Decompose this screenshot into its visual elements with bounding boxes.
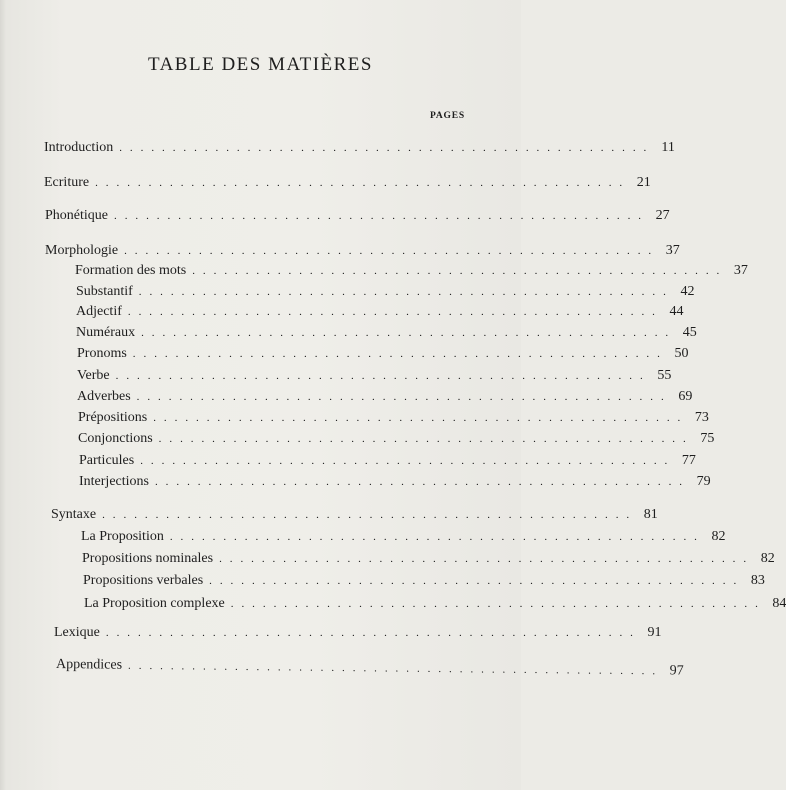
toc-entry-phonetique: [45, 208, 670, 224]
toc-entry-label: Formation des mots: [75, 263, 187, 278]
toc-entry-label: La Proposition complexe: [84, 596, 225, 611]
toc-leader: . . . . . . . . . . . . . . . . . . . . . . . . . . . . . . . . . . . . . . . . . . . . . . . . . .: [169, 531, 700, 543]
toc-entry-page: 37: [665, 243, 680, 258]
toc-entry-label: Pronoms: [77, 346, 127, 361]
toc-entry-adjectif: [76, 304, 684, 320]
toc-entry-page: 91: [647, 625, 662, 640]
toc-entry-page: 55: [657, 368, 672, 383]
toc-entry-prepositions: [78, 410, 709, 426]
toc-leader: . . . . . . . . . . . . . . . . . . . . . . . . . . . . . . . . . . . . . . . . . . . . . . . . . .: [192, 265, 722, 277]
toc-entry-label: Propositions verbales: [83, 573, 204, 588]
toc-entry-page: 50: [674, 346, 689, 361]
toc-leader: . . . . . . . . . . . . . . . . . . . . . . . . . . . . . . . . . . . . . . . . . . . . . . . . . .: [154, 476, 685, 488]
toc-entry-ecriture: [44, 175, 651, 191]
toc-entry-introduction: [44, 140, 675, 156]
toc-entry-label: Particules: [79, 453, 135, 468]
toc-entry-particules: [79, 453, 696, 469]
toc-entry-page: 69: [678, 389, 693, 404]
toc-entry-page: 77: [681, 453, 696, 468]
toc-leader: . . . . . . . . . . . . . . . . . . . . . . . . . . . . . . . . . . . . . . . . . . . . . . . . . .: [124, 245, 654, 257]
toc-leader: . . . . . . . . . . . . . . . . . . . . . . . . . . . . . . . . . . . . . . . . . . . . . . . . . .: [138, 286, 669, 298]
toc-entry-adverbes: [77, 389, 693, 405]
toc-entry-pronoms: [77, 346, 689, 362]
pages-column-header: PAGES: [430, 111, 465, 121]
toc-entry-page: 81: [643, 507, 658, 522]
toc-entry-label: Propositions nominales: [82, 551, 214, 566]
toc-leader: . . . . . . . . . . . . . . . . . . . . . . . . . . . . . . . . . . . . . . . . . . . . . . . . . .: [230, 598, 761, 610]
toc-entry-la-proposition-complexe: [84, 596, 786, 612]
toc-entry-morphologie: [45, 243, 680, 259]
toc-entry-label: Phonétique: [45, 208, 108, 223]
toc-entry-page: 44: [669, 304, 684, 319]
page-title: TABLE DES MATIÈRES: [148, 54, 373, 75]
toc-entry-substantif: [76, 284, 695, 300]
toc-entry-page: 45: [682, 325, 697, 340]
toc-leader: . . . . . . . . . . . . . . . . . . . . . . . . . . . . . . . . . . . . . . . . . . . . . . . . . .: [132, 348, 663, 360]
toc-entry-page: 21: [636, 175, 651, 190]
toc-leader: . . . . . . . . . . . . . . . . . . . . . . . . . . . . . . . . . . . . . . . . . . . . . . . . . .: [209, 575, 739, 587]
toc-leader: . . . . . . . . . . . . . . . . . . . . . . . . . . . . . . . . . . . . . . . . . . . . . . . . . .: [114, 210, 644, 222]
toc-entry-page: 82: [760, 551, 775, 566]
toc-entry-page: 42: [680, 284, 695, 299]
toc-entry-label: Interjections: [79, 474, 149, 489]
toc-entry-propositions-verbales: [83, 573, 765, 589]
toc-leader: . . . . . . . . . . . . . . . . . . . . . . . . . . . . . . . . . . . . . . . . . . . . . . . . . .: [95, 177, 625, 189]
toc-entry-label: Morphologie: [45, 243, 119, 258]
toc-entry-page: 79: [696, 474, 711, 489]
toc-entry-label: Adverbes: [77, 389, 131, 404]
toc-entry-syntaxe: [51, 507, 658, 523]
toc-leader: . . . . . . . . . . . . . . . . . . . . . . . . . . . . . . . . . . . . . . . . . . . . . . . . . .: [105, 627, 636, 639]
toc-entry-interjections: [79, 474, 711, 490]
toc-entry-label: Prépositions: [78, 410, 148, 425]
toc-entry-numeraux: [76, 325, 697, 341]
toc-leader: . . . . . . . . . . . . . . . . . . . . . . . . . . . . . . . . . . . . . . . . . . . . . . . . . .: [158, 433, 689, 445]
toc-leader: . . . . . . . . . . . . . . . . . . . . . . . . . . . . . . . . . . . . . . . . . . . . . . . . . .: [141, 327, 671, 339]
toc-leader: . . . . . . . . . . . . . . . . . . . . . . . . . . . . . . . . . . . . . . . . . . . . . . . . . .: [153, 412, 683, 424]
toc-entry-propositions-nominales: [82, 551, 775, 567]
toc-entry-page: 73: [694, 410, 709, 425]
toc-leader: . . . . . . . . . . . . . . . . . . . . . . . . . . . . . . . . . . . . . . . . . . . . . . . . . .: [128, 659, 658, 678]
toc-entry-verbe: [77, 368, 672, 384]
toc-entry-label: Substantif: [76, 284, 133, 299]
toc-entry-formation-des-mots: [75, 263, 748, 279]
toc-leader: . . . . . . . . . . . . . . . . . . . . . . . . . . . . . . . . . . . . . . . . . . . . . . . . . .: [127, 306, 658, 318]
toc-entry-label: Appendices: [55, 657, 123, 673]
toc-entry-label: Ecriture: [44, 175, 90, 190]
toc-entry-label: Syntaxe: [51, 507, 97, 522]
page-fold-shadow: [0, 0, 6, 790]
toc-leader: . . . . . . . . . . . . . . . . . . . . . . . . . . . . . . . . . . . . . . . . . . . . . . . . . .: [115, 370, 646, 382]
toc-entry-conjonctions: [78, 431, 715, 447]
toc-entry-label: Verbe: [77, 368, 110, 383]
toc-entry-page: 83: [750, 573, 765, 588]
toc-entry-label: Conjonctions: [78, 431, 153, 446]
toc-entry-appendices: [55, 657, 684, 679]
toc-entry-label: La Proposition: [81, 529, 164, 544]
toc-entry-label: Numéraux: [76, 325, 136, 340]
toc-entry-page: 97: [669, 663, 684, 679]
toc-leader: . . . . . . . . . . . . . . . . . . . . . . . . . . . . . . . . . . . . . . . . . . . . . . . . . .: [219, 553, 749, 565]
toc-entry-page: 84: [772, 596, 786, 611]
toc-entry-label: Introduction: [44, 140, 114, 155]
toc-entry-page: 37: [733, 263, 748, 278]
toc-entry-page: 27: [655, 208, 670, 223]
toc-entry-page: 75: [700, 431, 715, 446]
toc-entry-label: Lexique: [54, 625, 100, 640]
toc-leader: . . . . . . . . . . . . . . . . . . . . . . . . . . . . . . . . . . . . . . . . . . . . . . . . . .: [119, 142, 649, 154]
toc-leader: . . . . . . . . . . . . . . . . . . . . . . . . . . . . . . . . . . . . . . . . . . . . . . . . . .: [140, 455, 670, 467]
toc-entry-page: 11: [661, 140, 675, 155]
toc-entry-label: Adjectif: [76, 304, 122, 319]
toc-leader: . . . . . . . . . . . . . . . . . . . . . . . . . . . . . . . . . . . . . . . . . . . . . . . . . .: [136, 391, 667, 403]
toc-entry-lexique: [54, 625, 662, 641]
toc-leader: . . . . . . . . . . . . . . . . . . . . . . . . . . . . . . . . . . . . . . . . . . . . . . . . . .: [102, 509, 632, 521]
toc-entry-page: 82: [711, 529, 726, 544]
toc-entry-la-proposition: [81, 529, 726, 545]
